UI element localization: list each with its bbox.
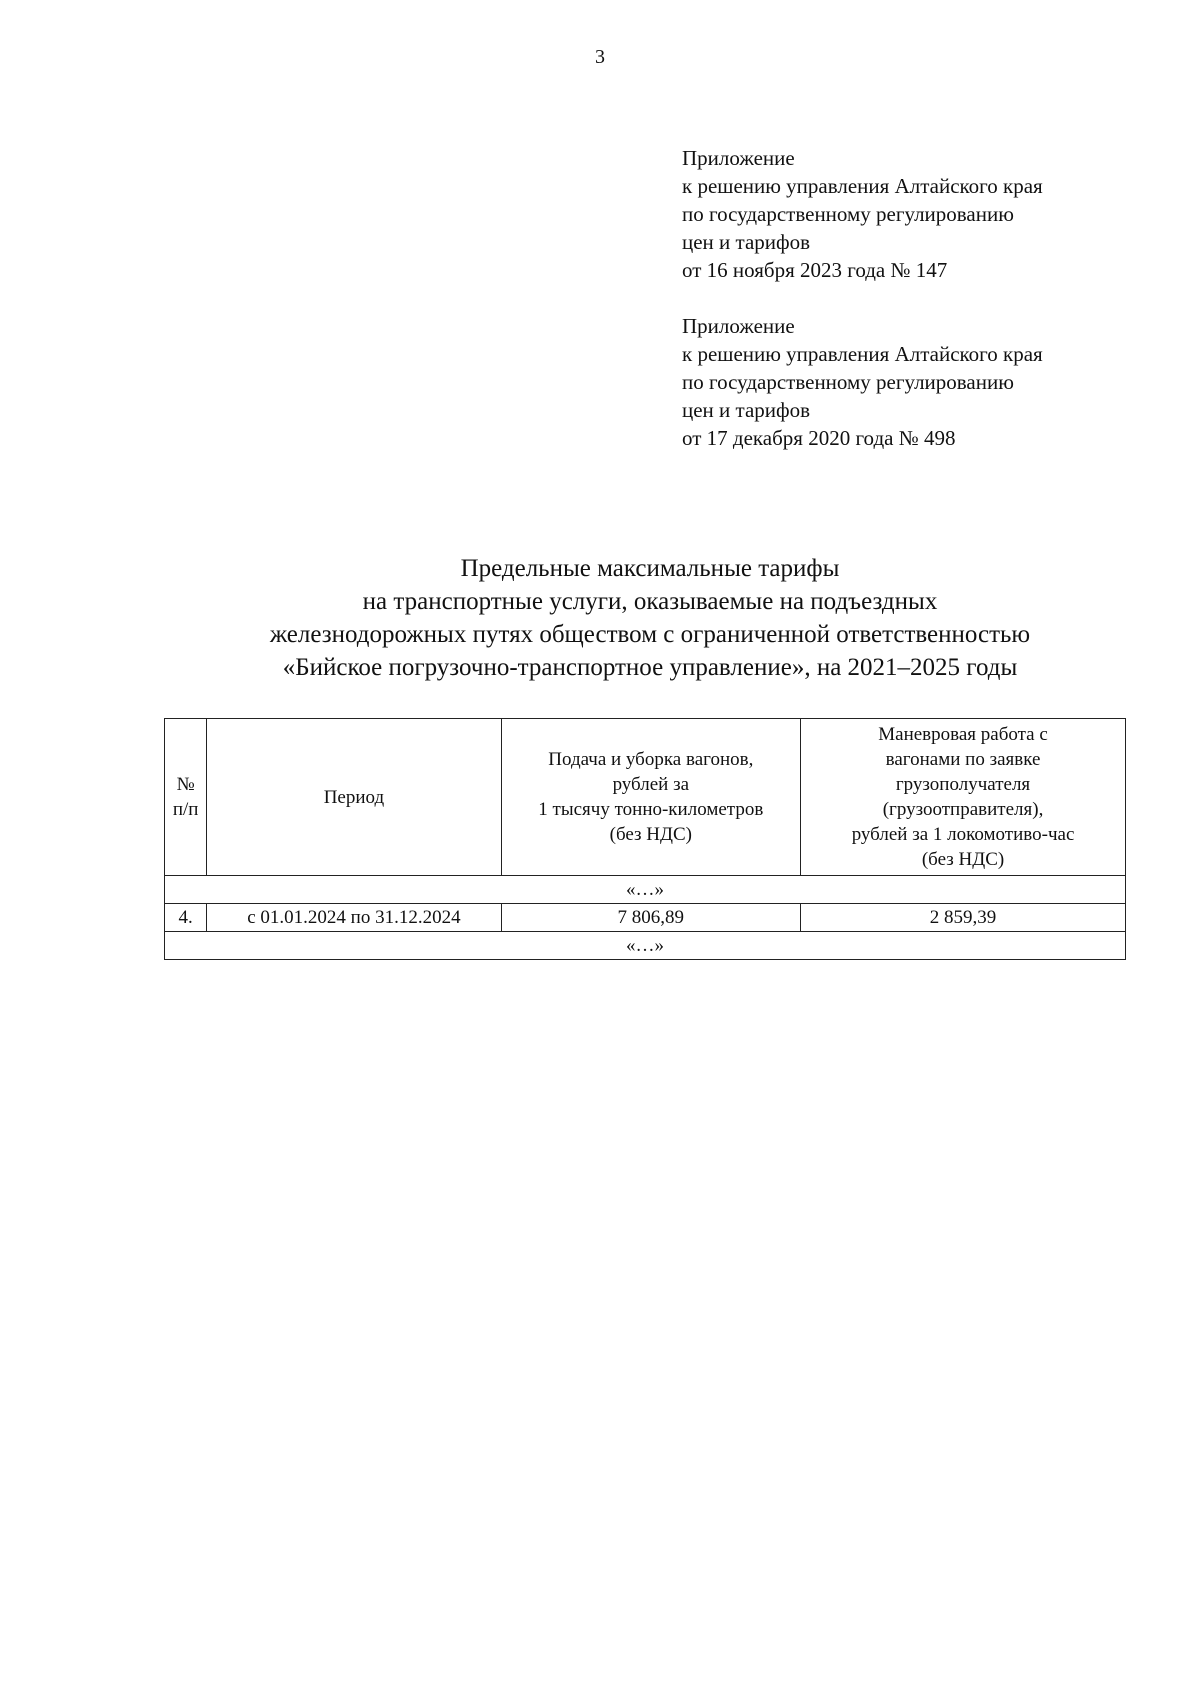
table-row-ellipsis-bottom [165, 932, 1126, 960]
cell-shunting: 2 859,39 [801, 904, 1126, 932]
cell-period: с 01.01.2024 по 31.12.2024 [207, 904, 501, 932]
header-shunting-line: грузополучателя [895, 774, 1031, 795]
page-number: 3 [595, 46, 605, 68]
cell-supply: 7 806,89 [501, 904, 801, 932]
header-shunting-line: (грузоотправителя), [882, 799, 1044, 820]
ellipsis-cell: «…» [165, 932, 1126, 960]
title-line: на транспортные услуги, оказываемые на подъездных [362, 588, 938, 615]
header-num [165, 719, 207, 876]
header-supply-line: Подача и уборка вагонов, [548, 749, 754, 770]
appendix-line: Приложение [682, 314, 795, 338]
appendix-line: от 16 ноября 2023 года № 147 [682, 258, 948, 282]
header-num-line: № [176, 774, 195, 795]
appendix-line: Приложение [682, 146, 795, 170]
table-row-ellipsis-top [165, 876, 1126, 904]
header-shunting-line: рублей за 1 локомотиво-час [851, 824, 1075, 845]
title-line: «Бийское погрузочно-транспортное управление», на 2021–2025 годы [282, 654, 1018, 681]
tariffs-table [164, 718, 1126, 960]
appendix-line: цен и тарифов [682, 230, 811, 254]
header-supply-line: рублей за [612, 774, 690, 795]
appendix-line: к решению управления Алтайского края [682, 342, 1043, 366]
document-title [150, 552, 1150, 684]
header-supply-line: 1 тысячу тонно-километров [538, 799, 764, 820]
title-line: железнодорожных путях обществом с ограниченной ответственностью [269, 621, 1031, 648]
appendix-line: цен и тарифов [682, 398, 811, 422]
appendix-line: по государственному регулированию [682, 202, 1014, 226]
header-supply-line: (без НДС) [609, 824, 692, 845]
header-shunting-line: Маневровая работа с [878, 724, 1048, 745]
title-line: Предельные максимальные тарифы [460, 555, 840, 582]
header-shunting-line: (без НДС) [921, 849, 1005, 870]
table-header-row [165, 719, 1126, 876]
table-row [165, 904, 1126, 932]
header-shunting [801, 719, 1126, 876]
header-supply [501, 719, 801, 876]
cell-num: 4. [165, 904, 207, 932]
appendix-note-2020 [682, 312, 1182, 452]
header-num-line: п/п [172, 799, 199, 820]
appendix-note-2023 [682, 144, 1182, 284]
appendix-line: к решению управления Алтайского края [682, 174, 1043, 198]
appendix-line: от 17 декабря 2020 года № 498 [682, 426, 956, 450]
appendix-line: по государственному регулированию [682, 370, 1014, 394]
header-period: Период [207, 719, 501, 876]
header-shunting-line: вагонами по заявке [885, 749, 1041, 770]
ellipsis-cell: «…» [165, 876, 1126, 904]
